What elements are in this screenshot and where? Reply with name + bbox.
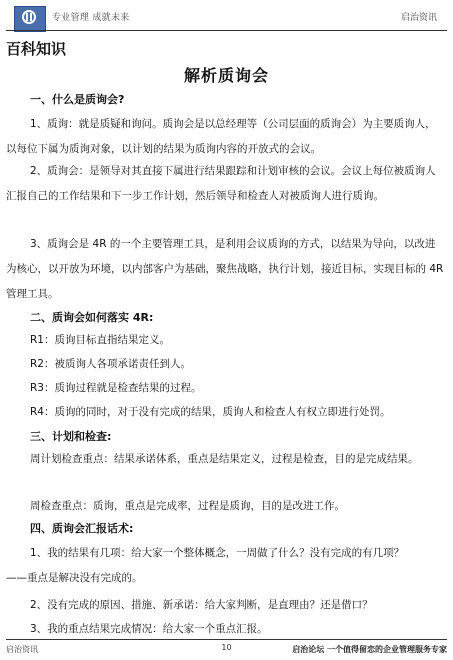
header-brand: 启治资讯 — [400, 13, 437, 23]
header-slogan: 专业管理 成就未来 — [52, 13, 130, 23]
heading-plan-check: 三、计划和检查: — [30, 430, 112, 443]
script-item-2: 2、没有完成的原因、措施、新承诺：给大家判断，是直理由？还是借口？ — [30, 599, 373, 611]
plan-check-paragraph-1: 周计划检查重点：结果承诺体系，重点是结果定义，过程是检查，目的是完成结果。 — [30, 453, 419, 465]
footer-tagline: 启治论坛 一个值得留恋的企业管理服务专家 — [292, 645, 447, 654]
page-header — [0, 0, 453, 36]
r1-line: R1：质询目标直指结果定义。 — [30, 334, 170, 346]
page-number: 10 — [221, 643, 232, 652]
heading-what-is: 一、什么是质询会? — [30, 93, 125, 106]
script-item-3: 3、我的重点结果完成情况：给大家一个重点汇报。 — [30, 623, 268, 635]
paragraph-3: 3、质询会是 4R 的一个主要管理工具，是利用会议质询的方式，以结果为导向，以改进为核心，以开放为环境，以内部客户为基础，聚焦战略，执行计划，接近目标，实现目标的 4R 管理工具。 — [6, 238, 444, 300]
r4-line: R4：质询的同时，对于没有完成的结果，质询人和检查人有权立即进行处罚。 — [30, 406, 391, 418]
footer-divider — [6, 639, 447, 640]
r3-line: R3：质询过程就是检查结果的过程。 — [30, 382, 202, 394]
script-item-1-note: ——重点是解决没有完成的。 — [6, 572, 143, 584]
document-title: 解析质询会 — [183, 66, 269, 85]
header-divider — [6, 30, 447, 31]
section-label: 百科知识 — [6, 40, 67, 58]
script-item-1: 1、我的结果有几项：给大家一个整体概念，一周做了什么？没有完成的有几项？ — [30, 547, 405, 559]
plan-check-paragraph-2: 周检查重点：质询，重点是完成率，过程是质询，目的是改进工作。 — [30, 500, 345, 512]
footer-brand: 启治资讯 — [6, 645, 38, 654]
paragraph-2: 2、质询会：是领导对其直接下属进行结果跟踪和计划审核的会议。会议上每位被质询人汇报自己的工作结果和下一步工作计划，然后领导和检查人对被质询人进行质询。 — [6, 165, 436, 202]
heading-report-script: 四、质询会汇报话术: — [30, 522, 134, 535]
paragraph-1: 1、质询：就是质疑和询问。质询会是以总经理等（公司层面的质询会）为主要质询人，以每位下属为质询对象，以计划的结果为质询内容的开放式的会议。 — [6, 118, 436, 155]
logo-mark-icon — [26, 13, 32, 21]
r2-line: R2：被质询人各项承诺责任到人。 — [30, 358, 191, 370]
heading-4r: 二、质询会如何落实 4R: — [30, 311, 154, 324]
company-logo — [14, 6, 46, 32]
